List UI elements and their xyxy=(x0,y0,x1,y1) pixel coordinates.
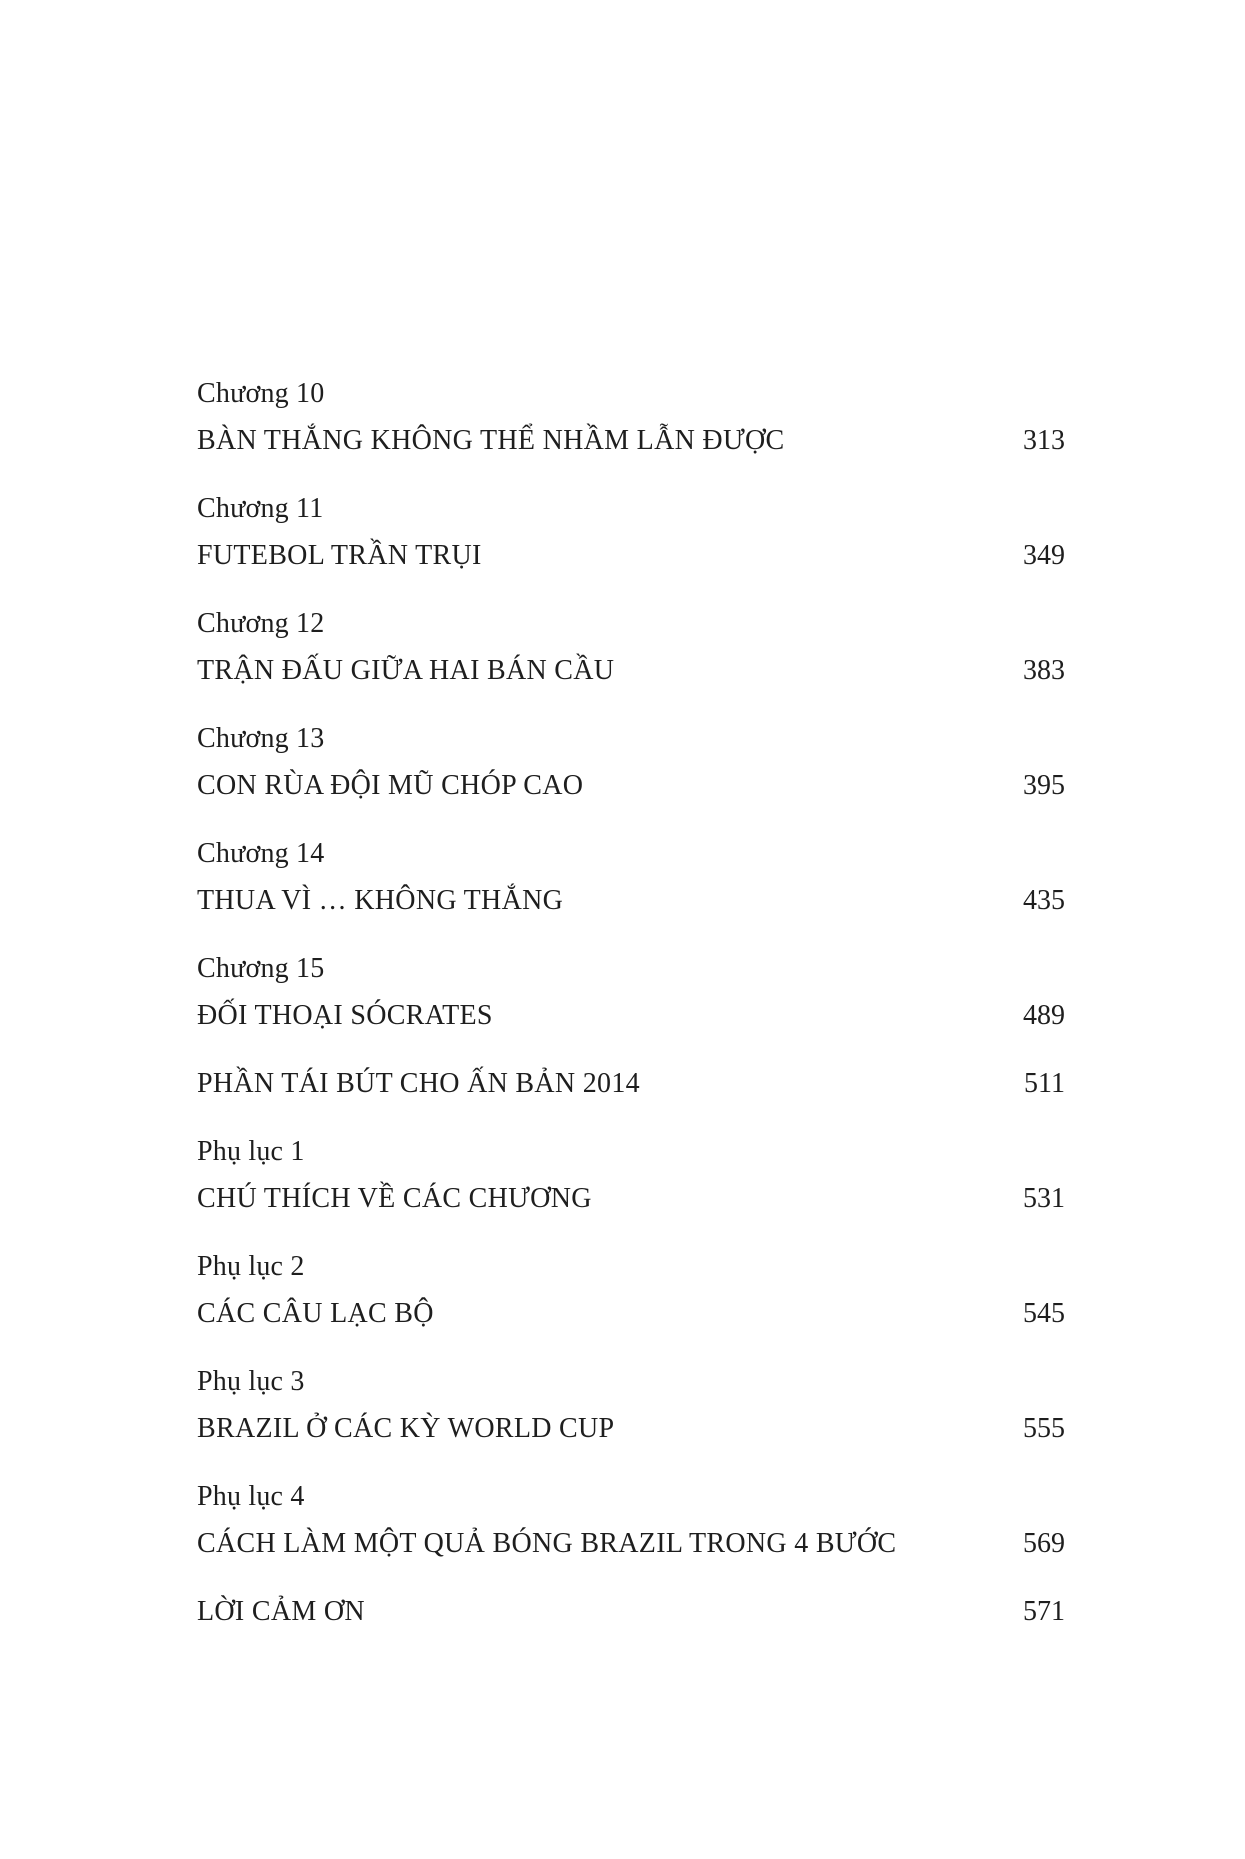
toc-entry-title: TRẬN ĐẤU GIỮA HAI BÁN CẦU xyxy=(197,655,615,686)
toc-entry-label-line xyxy=(197,370,1065,417)
toc-entry-title: THUA VÌ … KHÔNG THẮNG xyxy=(197,885,564,916)
toc-entry-title: FUTEBOL TRẦN TRỤI xyxy=(197,540,482,571)
toc-entry xyxy=(197,485,1065,579)
toc-entry-title: LỜI CẢM ƠN xyxy=(197,1596,365,1627)
toc-entry-label-line xyxy=(197,945,1065,992)
toc-entry-title-line xyxy=(197,877,1065,924)
toc-entry-page-number: 313 xyxy=(1023,425,1065,456)
toc-entry xyxy=(197,715,1065,809)
toc-entry-title: CÁCH LÀM MỘT QUẢ BÓNG BRAZIL TRONG 4 BƯỚC xyxy=(197,1528,897,1559)
toc-entry-label-line xyxy=(197,1473,1065,1520)
toc-entry-title-line xyxy=(197,992,1065,1039)
toc-entry-label: Chương 12 xyxy=(197,608,325,639)
toc-entry-title-line xyxy=(197,532,1065,579)
toc-entry-label-line xyxy=(197,1358,1065,1405)
toc-entry-label-line xyxy=(197,600,1065,647)
toc-entry xyxy=(197,600,1065,694)
toc-entry-title: BRAZIL Ở CÁC KỲ WORLD CUP xyxy=(197,1413,615,1444)
toc-entry-page-number: 511 xyxy=(1024,1068,1065,1099)
toc-entry-label-line xyxy=(197,485,1065,532)
toc-entry-label: Phụ lục 2 xyxy=(197,1251,305,1282)
toc-entry-title: BÀN THẮNG KHÔNG THỂ NHẦM LẪN ĐƯỢC xyxy=(197,425,785,456)
toc-entry-label: Phụ lục 1 xyxy=(197,1136,305,1167)
toc-entry-title-line xyxy=(197,1520,1065,1567)
toc-entry-page-number: 571 xyxy=(1023,1596,1065,1627)
toc-entry-page-number: 395 xyxy=(1023,770,1065,801)
toc-entry-label: Chương 15 xyxy=(197,953,325,984)
toc-entry xyxy=(197,1243,1065,1337)
toc-entry xyxy=(197,370,1065,464)
toc-entry-title-line xyxy=(197,1060,1065,1107)
toc-entry-title: CÁC CÂU LẠC BỘ xyxy=(197,1298,434,1329)
toc-entry xyxy=(197,1473,1065,1567)
toc-entry-title-line xyxy=(197,1175,1065,1222)
toc-entry-page-number: 383 xyxy=(1023,655,1065,686)
toc-entry-label-line xyxy=(197,830,1065,877)
toc-entry-label-line xyxy=(197,715,1065,762)
toc-entry-label-line xyxy=(197,1243,1065,1290)
toc-entry-page-number: 545 xyxy=(1023,1298,1065,1329)
toc-entry-label: Phụ lục 3 xyxy=(197,1366,305,1397)
toc-entry-title-line xyxy=(197,762,1065,809)
toc-entry-title: CON RÙA ĐỘI MŨ CHÓP CAO xyxy=(197,770,584,801)
toc-entry-title-line xyxy=(197,1588,1065,1635)
toc-entry-label: Phụ lục 4 xyxy=(197,1481,305,1512)
toc-entry-page-number: 569 xyxy=(1023,1528,1065,1559)
toc-entry-title-line xyxy=(197,647,1065,694)
toc-entry-label: Chương 10 xyxy=(197,378,325,409)
toc-entry-label-line xyxy=(197,1128,1065,1175)
toc-entry xyxy=(197,1128,1065,1222)
toc-entry xyxy=(197,1358,1065,1452)
toc-entry xyxy=(197,830,1065,924)
toc-entry-title: PHẦN TÁI BÚT CHO ẤN BẢN 2014 xyxy=(197,1068,640,1099)
toc-entry-label: Chương 13 xyxy=(197,723,325,754)
toc-entry-page-number: 349 xyxy=(1023,540,1065,571)
toc-entry xyxy=(197,1588,1065,1635)
toc-entry-title-line xyxy=(197,1405,1065,1452)
toc-entry xyxy=(197,945,1065,1039)
toc-entry-page-number: 531 xyxy=(1023,1183,1065,1214)
toc-entry-label: Chương 14 xyxy=(197,838,325,869)
toc-entry-title-line xyxy=(197,417,1065,464)
toc-entry-title: CHÚ THÍCH VỀ CÁC CHƯƠNG xyxy=(197,1183,592,1214)
toc-entry xyxy=(197,1060,1065,1107)
toc-entry-title-line xyxy=(197,1290,1065,1337)
toc-entry-page-number: 435 xyxy=(1023,885,1065,916)
toc-entry-page-number: 555 xyxy=(1023,1413,1065,1444)
toc-entry-label: Chương 11 xyxy=(197,493,324,524)
table-of-contents xyxy=(197,370,1065,1656)
toc-entry-page-number: 489 xyxy=(1023,1000,1065,1031)
toc-entry-title: ĐỐI THOẠI SÓCRATES xyxy=(197,1000,493,1031)
